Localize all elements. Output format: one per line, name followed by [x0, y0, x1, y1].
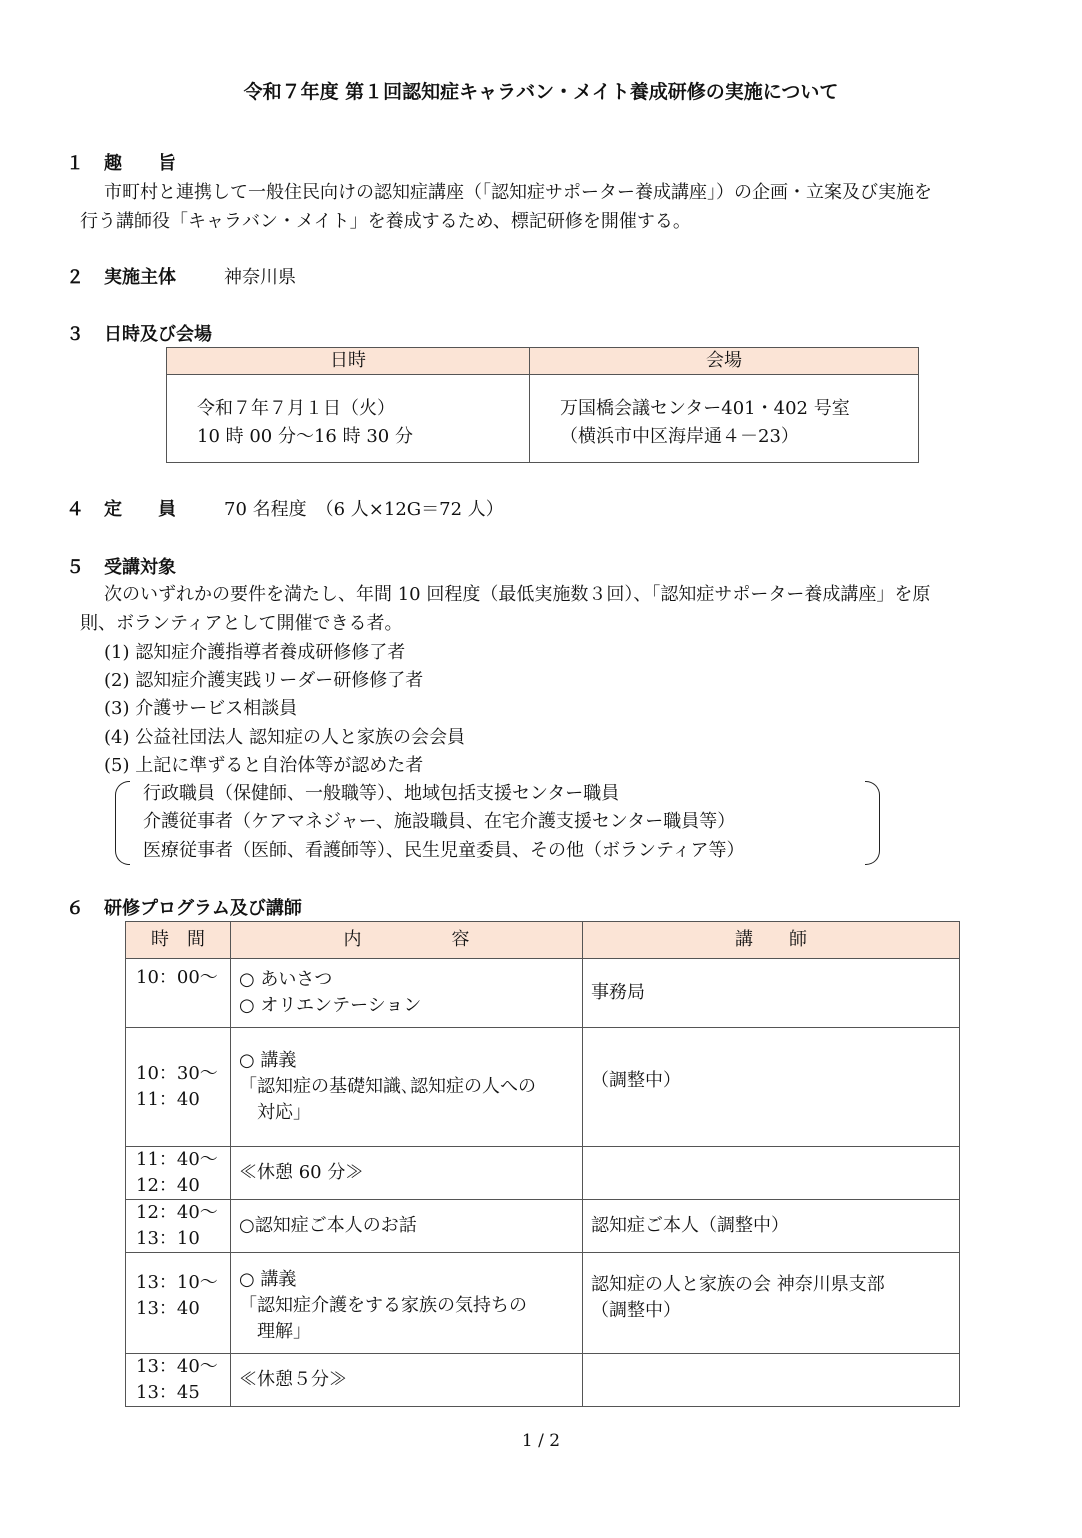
time-line: 10：30～ [136, 1063, 218, 1084]
program-header-lecturer: 講 師 [583, 922, 960, 959]
time-line: 10：00～ [136, 967, 218, 988]
section-6-heading: 研修プログラム及び講師 [104, 898, 302, 919]
date-line2: 10 時 00 分～16 時 30 分 [197, 426, 413, 447]
program-row [126, 959, 960, 1028]
right-bracket [865, 781, 880, 865]
venue-table-header-venue: 会場 [530, 348, 919, 375]
section-5-number: ５ [66, 557, 84, 578]
content-line: 「認知症の基礎知識､認知症の人への [239, 1076, 536, 1097]
time-line: 12：40 [136, 1175, 200, 1196]
section-5-text-line2: 則、ボランティアとして開催できる者。 [80, 613, 403, 634]
section-2-value: 神奈川県 [224, 267, 296, 288]
venue-line1: 万国橋会議センター401・402 号室 [560, 398, 850, 419]
lecturer-line: 認知症の人と家族の会 神奈川県支部 [591, 1274, 885, 1295]
date-line1: 令和７年７月１日（火） [197, 398, 395, 419]
time-line: 11：40 [136, 1089, 200, 1110]
venue-table-date-cell [167, 375, 530, 463]
section-2-heading: 実施主体 [104, 267, 176, 288]
time-line: 12：40～ [136, 1202, 218, 1223]
eligibility-item: (5) 上記に準ずると自治体等が認めた者 [104, 755, 424, 776]
page-title: 令和７年度 第１回認知症キャラバン・メイト養成研修の実施について [243, 81, 839, 103]
eligibility-sub-item: 医療従事者（医師、看護師等）、民生児童委員、その他（ボランティア等） [143, 840, 745, 861]
content-line: 対応」 [239, 1102, 311, 1123]
eligibility-sub-item: 介護従事者（ケアマネジャー、施設職員、在宅介護支援センター職員等） [143, 811, 736, 832]
section-1-text-line1: 市町村と連携して一般住民向けの認知症講座（「認知症サポーター養成講座」）の企画・立案及び実施を [104, 182, 932, 203]
section-1-text-line2: 行う講師役「キャラバン・メイト」を養成するため、標記研修を開催する。 [80, 211, 691, 232]
time-line: 13：45 [136, 1382, 200, 1403]
eligibility-item: (4) 公益社団法人 認知症の人と家族の会会員 [104, 727, 465, 748]
section-4-number: ４ [66, 499, 84, 520]
program-table [125, 921, 960, 1407]
program-header-content: 内 容 [231, 922, 583, 959]
section-3-heading: 日時及び会場 [104, 324, 212, 345]
lecturer-line: （調整中） [591, 1300, 681, 1321]
section-2-number: ２ [66, 267, 84, 288]
program-row [126, 1253, 960, 1354]
content-line: 理解」 [239, 1321, 311, 1342]
content-line: ≪休憩 60 分≫ [239, 1162, 364, 1183]
content-line: ○認知症ご本人のお話 [239, 1215, 417, 1236]
section-5-text-line1: 次のいずれかの要件を満たし、年間 10 回程度（最低実施数３回）、「認知症サポーター養成講座」を原 [104, 584, 931, 605]
venue-table-venue-cell [530, 375, 919, 463]
lecturer-line: （調整中） [591, 1070, 681, 1091]
section-4-value: 70 名程度 （6 人×12G＝72 人） [224, 499, 504, 520]
time-line: 13：40～ [136, 1356, 218, 1377]
content-line: ≪休憩５分≫ [239, 1369, 347, 1390]
section-4-heading: 定 員 [104, 499, 176, 520]
time-line: 13：10 [136, 1228, 200, 1249]
venue-table [166, 347, 919, 463]
venue-line2: （横浜市中区海岸通４－23） [560, 426, 799, 447]
section-1-number: １ [66, 153, 84, 174]
content-line: ○ 講義 [239, 1269, 297, 1290]
program-row [126, 1147, 960, 1200]
eligibility-item: (3) 介護サービス相談員 [104, 698, 298, 719]
eligibility-item: (1) 認知症介護指導者養成研修修了者 [104, 642, 406, 663]
section-6-number: ６ [66, 898, 84, 919]
time-line: 13：40 [136, 1298, 200, 1319]
time-line: 11：40～ [136, 1149, 218, 1170]
eligibility-sub-item: 行政職員（保健師、一般職等）、地域包括支援センター職員 [143, 783, 620, 804]
program-header-time: 時 間 [126, 922, 231, 959]
eligibility-item: (2) 認知症介護実践リーダー研修修了者 [104, 670, 424, 691]
section-5-heading: 受講対象 [104, 557, 176, 578]
program-row [126, 1354, 960, 1407]
content-line: ○ あいさつ [239, 969, 333, 990]
lecturer-line: 事務局 [591, 982, 645, 1003]
left-bracket [115, 781, 130, 865]
content-line: ○ オリエンテーション [239, 995, 422, 1016]
section-1-heading: 趣 旨 [104, 153, 176, 174]
program-row [126, 1028, 960, 1147]
page-number: 1 / 2 [521, 1431, 561, 1451]
lecturer-line: 認知症ご本人（調整中） [591, 1215, 789, 1236]
content-line: ○ 講義 [239, 1050, 297, 1071]
venue-table-header-date: 日時 [167, 348, 530, 375]
time-line: 13：10～ [136, 1272, 218, 1293]
program-row [126, 1200, 960, 1253]
content-line: 「認知症介護をする家族の気持ちの [239, 1295, 527, 1316]
section-3-number: ３ [66, 324, 84, 345]
